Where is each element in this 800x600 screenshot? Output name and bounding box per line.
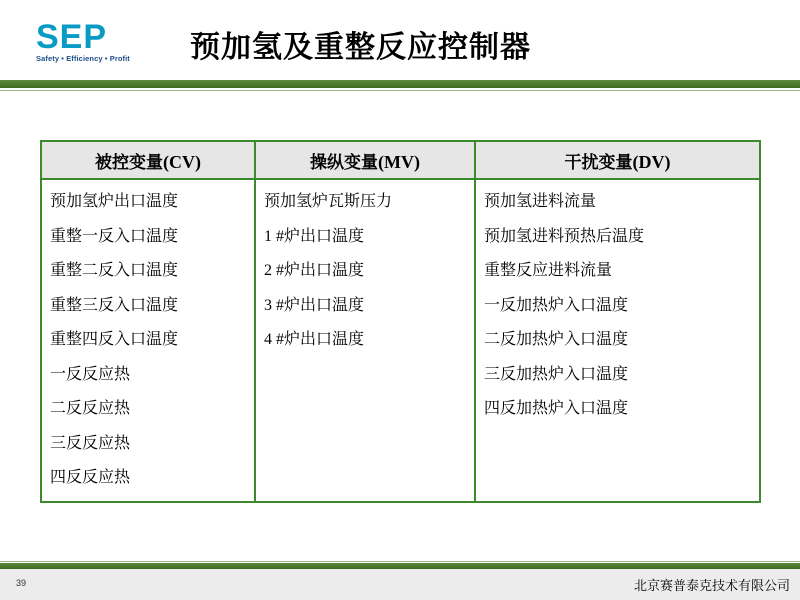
item-text: 四反加热炉入口温度 (484, 398, 629, 417)
dv-list-cell (475, 179, 760, 502)
company-logo (36, 20, 146, 64)
list-item (50, 253, 254, 288)
item-text: 重整一反入口温度 (50, 225, 179, 245)
list-item (50, 219, 254, 254)
item-text: 预加氢炉出口温度 (50, 191, 179, 210)
header-latin: (DV) (632, 151, 671, 172)
company-name: 北京赛普泰克技术有限公司 (633, 579, 790, 594)
list-item (50, 184, 254, 219)
logo-tagline: Safety • Efficiency • Profit (36, 54, 130, 63)
header-cn: 干扰变量 (564, 152, 633, 173)
logo-wordmark: SEP (36, 18, 108, 56)
item-prefix: 3 # (264, 296, 284, 314)
header-cn: 操纵变量 (310, 152, 378, 173)
list-item (50, 426, 254, 461)
mv-list-cell (255, 179, 475, 502)
column-header-cv (41, 141, 255, 179)
list-item (484, 357, 759, 392)
item-text: 预加氢进料预热后温度 (484, 225, 645, 245)
item-text: 四反反应热 (50, 467, 131, 486)
item-text: 重整三反入口温度 (50, 294, 179, 314)
list-item (50, 322, 254, 357)
item-text: 预加氢进料流量 (484, 191, 597, 210)
list-item (50, 391, 254, 426)
cv-list-cell (41, 179, 255, 502)
list-item (484, 391, 759, 426)
column-header-dv (475, 141, 760, 179)
item-prefix: 1 # (264, 227, 284, 245)
footer-divider-line (0, 561, 800, 562)
list-item (264, 253, 474, 288)
item-prefix: 2 # (264, 262, 284, 279)
item-text: 三反反应热 (50, 432, 131, 452)
item-text: 三反加热炉入口温度 (484, 363, 629, 383)
list-item (264, 288, 474, 323)
slide-title: 预加氢及重整反应控制器 (190, 30, 531, 65)
item-text: 炉出口温度 (284, 329, 365, 348)
list-item (264, 322, 474, 357)
header-divider-bar (0, 80, 800, 88)
item-text: 炉出口温度 (284, 260, 365, 279)
header-latin: (MV) (378, 151, 420, 172)
list-item (264, 184, 474, 219)
item-prefix: 4 # (264, 331, 284, 348)
list-item (484, 253, 759, 288)
list-item (484, 184, 759, 219)
list-item (484, 322, 759, 357)
item-text: 预加氢炉瓦斯压力 (264, 191, 393, 210)
item-text: 炉出口温度 (284, 225, 365, 245)
column-header-mv (255, 141, 475, 179)
header-latin: (CV) (163, 151, 201, 172)
table-header-row (41, 141, 760, 179)
header-divider-line (0, 90, 800, 91)
list-item (50, 357, 254, 392)
item-text: 重整二反入口温度 (50, 260, 179, 279)
item-text: 二反加热炉入口温度 (484, 329, 629, 348)
list-item (484, 288, 759, 323)
item-text: 重整反应进料流量 (484, 260, 613, 279)
page-number: 39 (16, 578, 27, 588)
item-text: 一反反应热 (50, 363, 131, 383)
list-item (264, 219, 474, 254)
list-item (50, 288, 254, 323)
controller-variables-table (40, 140, 761, 503)
item-text: 重整四反入口温度 (50, 329, 179, 348)
item-text: 二反反应热 (50, 398, 131, 417)
list-item (484, 219, 759, 254)
table-body-row (41, 179, 760, 502)
list-item (50, 460, 254, 495)
header-cn: 被控变量 (95, 152, 163, 173)
item-text: 炉出口温度 (284, 294, 365, 314)
item-text: 一反加热炉入口温度 (484, 294, 629, 314)
